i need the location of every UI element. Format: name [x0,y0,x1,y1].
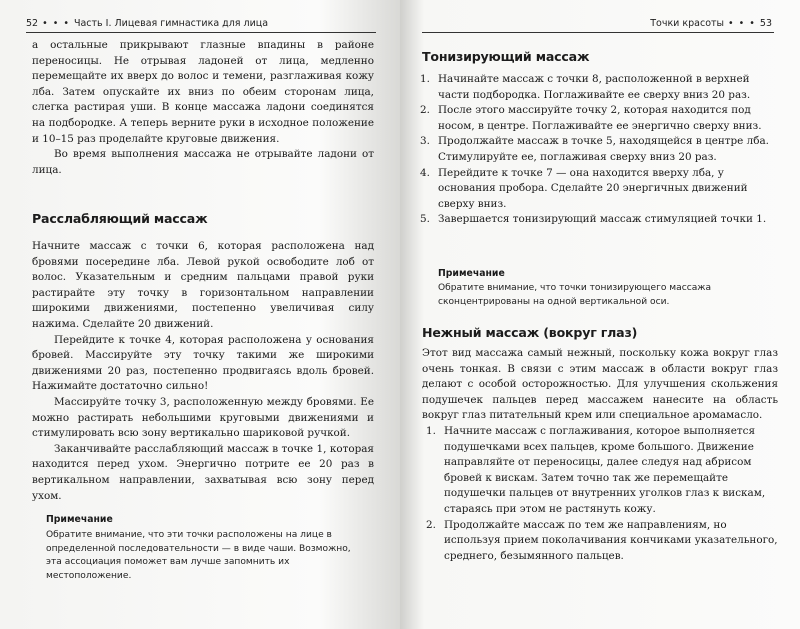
page-number-left: 52 [26,18,39,29]
list-item [422,518,778,565]
relaxing-paragraph: Начните массаж с точки 6, которая расположена над бровями посередине лба. Левой рукой освободите лоб от волос. Указательным и средним пальцами правой руки растирайте эту точку в горизонтальном направлении широкими движениями, постепенно увеличивая силу нажима. Сделайте 20 движений. [32,240,374,330]
list-text: Продолжайте массаж по тем же направлениям, но используя прием поколачивания кончиками указательного, среднего, безымянного пальцев. [444,518,778,562]
list-number: 1. [420,73,430,85]
relaxing-paragraph: Перейдите к точке 4, которая расположена у основания бровей. Массируйте эту точку такими же широкими движениями 20 раз, постепенно продвигаясь вдоль бровей. Нажимайте достаточно сильно! [32,333,374,393]
list-item [416,212,778,228]
intro-text [32,38,374,178]
part-title: Часть I. Лицевая гимнастика для лица [73,18,269,29]
intro-paragraph: а остальные прикрывают глазные впадины в районе переносицы. Не отрывая ладоней от лица, медленно перемещайте их вверх до волос и темени, разглаживая кожу лба. Затем опускайте их вниз по обеим сторонам лица, слегка растирая уши. В конце массажа ладони соединятся на подбородке. А теперь верните руки в исходное положение и 10–15 раз проделайте круговые движения. [32,39,374,145]
relaxing-paragraph: Массируйте точку 3, расположенную между бровями. Ее можно растирать небольшими круговыми движениями и стимулировать всю зону вертикально шариковой ручкой. [32,395,374,440]
header-rule [26,32,376,33]
relaxing-paragraph: Заканчивайте расслабляющий массаж в точке 1, которая находится перед ухом. Энергично потрите ее 20 раз в вертикальном направлении, захватывая всю зону перед ухом. [32,442,374,502]
list-item [422,424,778,518]
note-text: Обратите внимание, что эти точки расположены на лице в определенной последовательности — в виде чаши. Возможно, эта ассоциация поможет вам лучше запомнить их местоположение. [46,530,351,581]
list-number: 3. [420,135,430,148]
right-page-header [650,18,772,29]
list-item [416,134,778,165]
list-text: Завершается тонизирующий массаж стимуляцией точки 1. [438,213,767,226]
list-text: Продолжайте массаж в точке 5, находящейся в центре лба. Стимулируйте ее, поглаживая сверху вниз 20 раз. [438,135,769,163]
list-number: 4. [420,166,430,179]
list-text: Перейдите к точке 7 — она находится вверху лба, у основания пробора. Сделайте 20 энергичных движений сверху вниз. [438,166,748,210]
list-text: После этого массируйте точку 2, которая находится под носом, в центре. Поглаживайте ее энергично сверху вниз. [438,104,762,132]
section-title-relaxing: Расслабляющий массаж [32,211,208,226]
list-item [416,103,778,134]
section-title-toning: Тонизирующий массаж [422,49,590,64]
relaxing-text [32,239,374,504]
list-item [416,166,778,213]
list-text: Начинайте массаж с точки 8, расположенной в верхней части подбородка. Поглаживайте ее сверху вниз 20 раз. [438,73,751,101]
note-box-left [46,514,364,583]
section-header-title: Точки красоты [650,18,725,29]
section-title-gentle: Нежный массаж (вокруг глаз) [422,325,638,340]
list-item [416,72,778,103]
note-text: Обратите внимание, что точки тонизирующего массажа сконцентрированы на одной вертикальной оси. [438,283,712,307]
toning-list [416,72,778,228]
page-number-right: 53 [759,18,772,29]
header-bullets: • • • [42,18,70,29]
note-box-right [438,268,774,309]
note-title: Примечание [46,514,113,525]
gentle-text [422,346,778,564]
left-page-header [26,18,268,29]
list-text: Начните массаж с поглаживания, которое выполняется подушечками всех пальцев, кроме большого. Движение направляйте от переносицы, далее следуя над абрисом бровей к вискам. Затем точно так же перемещайте подушечки пальцев от внутренних уголков глаз к вискам, стараясь при этом не растянуть кожу. [444,424,766,515]
header-bullets: • • • [728,18,756,29]
list-number: 2. [426,518,436,531]
header-rule [422,32,774,33]
gentle-intro: Этот вид массажа самый нежный, поскольку кожа вокруг глаз очень тонкая. В связи с этим массаж в области вокруг глаз делают с особой осторожностью. Для улучшения скольжения подушечек пальцев перед массажем нанесите на область вокруг глаз питательный крем или специальное аромамасло. [422,347,778,422]
note-title: Примечание [438,268,505,279]
list-number: 1. [426,424,436,437]
intro-paragraph: Во время выполнения массажа не отрывайте ладони от лица. [32,148,374,176]
list-number: 2. [420,104,430,117]
list-number: 5. [420,213,430,226]
right-page [400,0,800,629]
